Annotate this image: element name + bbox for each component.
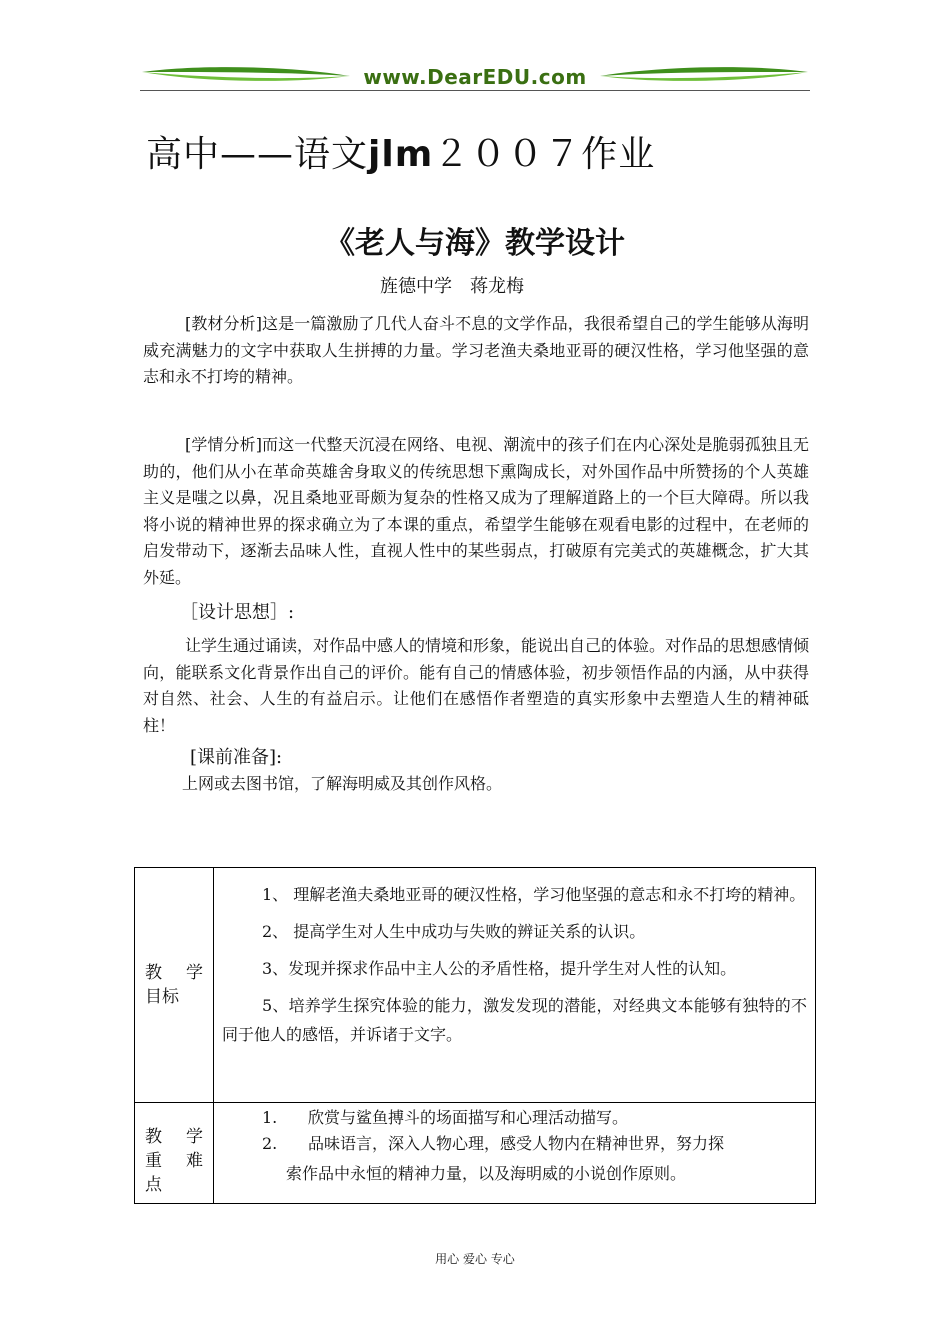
focus-item-number: 2. — [262, 1134, 278, 1153]
objectives-label-char2: 学 — [186, 963, 203, 983]
material-analysis-text: [教材分析]这是一篇激励了几代人奋斗不息的文学作品，我很希望自己的学生能够从海明威充满魅力的文字中获取人生拼搏的力量。学习老渔夫桑地亚哥的硬汉性格，学习他坚强的意志和永不打垮的精神。 — [143, 314, 809, 386]
prep-heading: [课前准备]: — [190, 747, 283, 768]
document-title-part1: 高中——语文 — [146, 134, 369, 175]
objectives-label-char1: 教 — [145, 963, 162, 983]
document-title — [146, 126, 655, 177]
focus-label — [135, 1103, 214, 1204]
header-divider — [140, 90, 810, 91]
focus-row — [135, 1103, 816, 1204]
lesson-title: 《老人与海》教学设计 — [325, 226, 625, 261]
focus-label-char5: 点 — [145, 1175, 162, 1195]
focus-item-text: 品味语言，深入人物心理，感受人物内在精神世界，努力探 — [308, 1134, 725, 1153]
objectives-label — [135, 868, 214, 1103]
objective-item: 1、 理解老渔夫桑地亚哥的硬汉性格，学习他坚强的意志和永不打垮的精神。 — [262, 885, 806, 904]
objective-item: 5、培养学生探究体验的能力，激发发现的潜能，对经典文本能够有独特的不同于他人的感悟，并诉诸于文字。 — [222, 996, 807, 1044]
author-line: 旌德中学 蒋龙梅 — [380, 276, 524, 297]
design-text: 让学生通过诵读，对作品中感人的情境和形象，能说出自己的体验。对作品的思想感情倾向，能联系文化背景作出自己的评价。能有自己的情感体验，初步领悟作品的内涵，从中获得对自然、社会、人生的有益启示。让他们在感悟作者塑造的真实形象中去塑造人生的精神砥柱！ — [143, 636, 810, 735]
objective-item: 2、 提高学生对人生中成功与失败的辨证关系的认识。 — [262, 922, 646, 941]
material-analysis-paragraph — [143, 311, 809, 391]
site-header-banner — [140, 62, 810, 96]
design-paragraph — [143, 633, 809, 739]
objective-item: 3、发现并探求作品中主人公的矛盾性格，提升学生对人性的认知。 — [262, 959, 737, 978]
objectives-row — [135, 868, 816, 1103]
focus-continuation: 索作品中永恒的精神力量，以及海明威的小说创作原则。 — [286, 1164, 687, 1183]
teaching-plan-table — [134, 867, 816, 1204]
objectives-label-line2: 目标 — [145, 987, 179, 1007]
objectives-content — [214, 868, 816, 1103]
focus-item-number: 1. — [262, 1108, 278, 1127]
prep-paragraph: 上网或去图书馆，了解海明威及其创作风格。 — [182, 774, 503, 793]
focus-item-text: 欣赏与鲨鱼搏斗的场面描写和心理活动描写。 — [308, 1108, 629, 1127]
site-url: www.DearEDU.com — [363, 65, 587, 89]
focus-label-char3: 重 — [145, 1151, 162, 1171]
focus-content — [214, 1103, 816, 1204]
focus-item — [222, 1131, 807, 1157]
focus-label-char1: 教 — [145, 1127, 162, 1147]
focus-label-char2: 学 — [186, 1127, 203, 1147]
student-analysis-paragraph — [143, 432, 809, 591]
document-title-part3: ２００７作业 — [433, 134, 656, 175]
document-title-part2: jlm — [368, 134, 434, 175]
design-heading: ［设计思想］: — [180, 602, 295, 623]
focus-label-char4: 难 — [186, 1151, 203, 1171]
student-analysis-text: [学情分析]而这一代整天沉浸在网络、电视、潮流中的孩子们在内心深处是脆弱孤独且无助的，他们从小在革命英雄舍身取义的传统思想下熏陶成长，对外国作品中所赞扬的个人英雄主义是嗤之以鼻，况且桑地亚哥颇为复杂的性格又成为了理解道路上的一个巨大障碍。所以我将小说的精神世界的探求确立为了本课的重点，希望学生能够在观看电影的过程中，在老师的启发带动下，逐渐去品味人性，直视人性中的某些弱点，打破原有完美式的英雄概念，扩大其外延。 — [143, 435, 809, 587]
focus-item — [222, 1105, 807, 1131]
page-footer: 用心 爱心 专心 — [435, 1252, 515, 1266]
